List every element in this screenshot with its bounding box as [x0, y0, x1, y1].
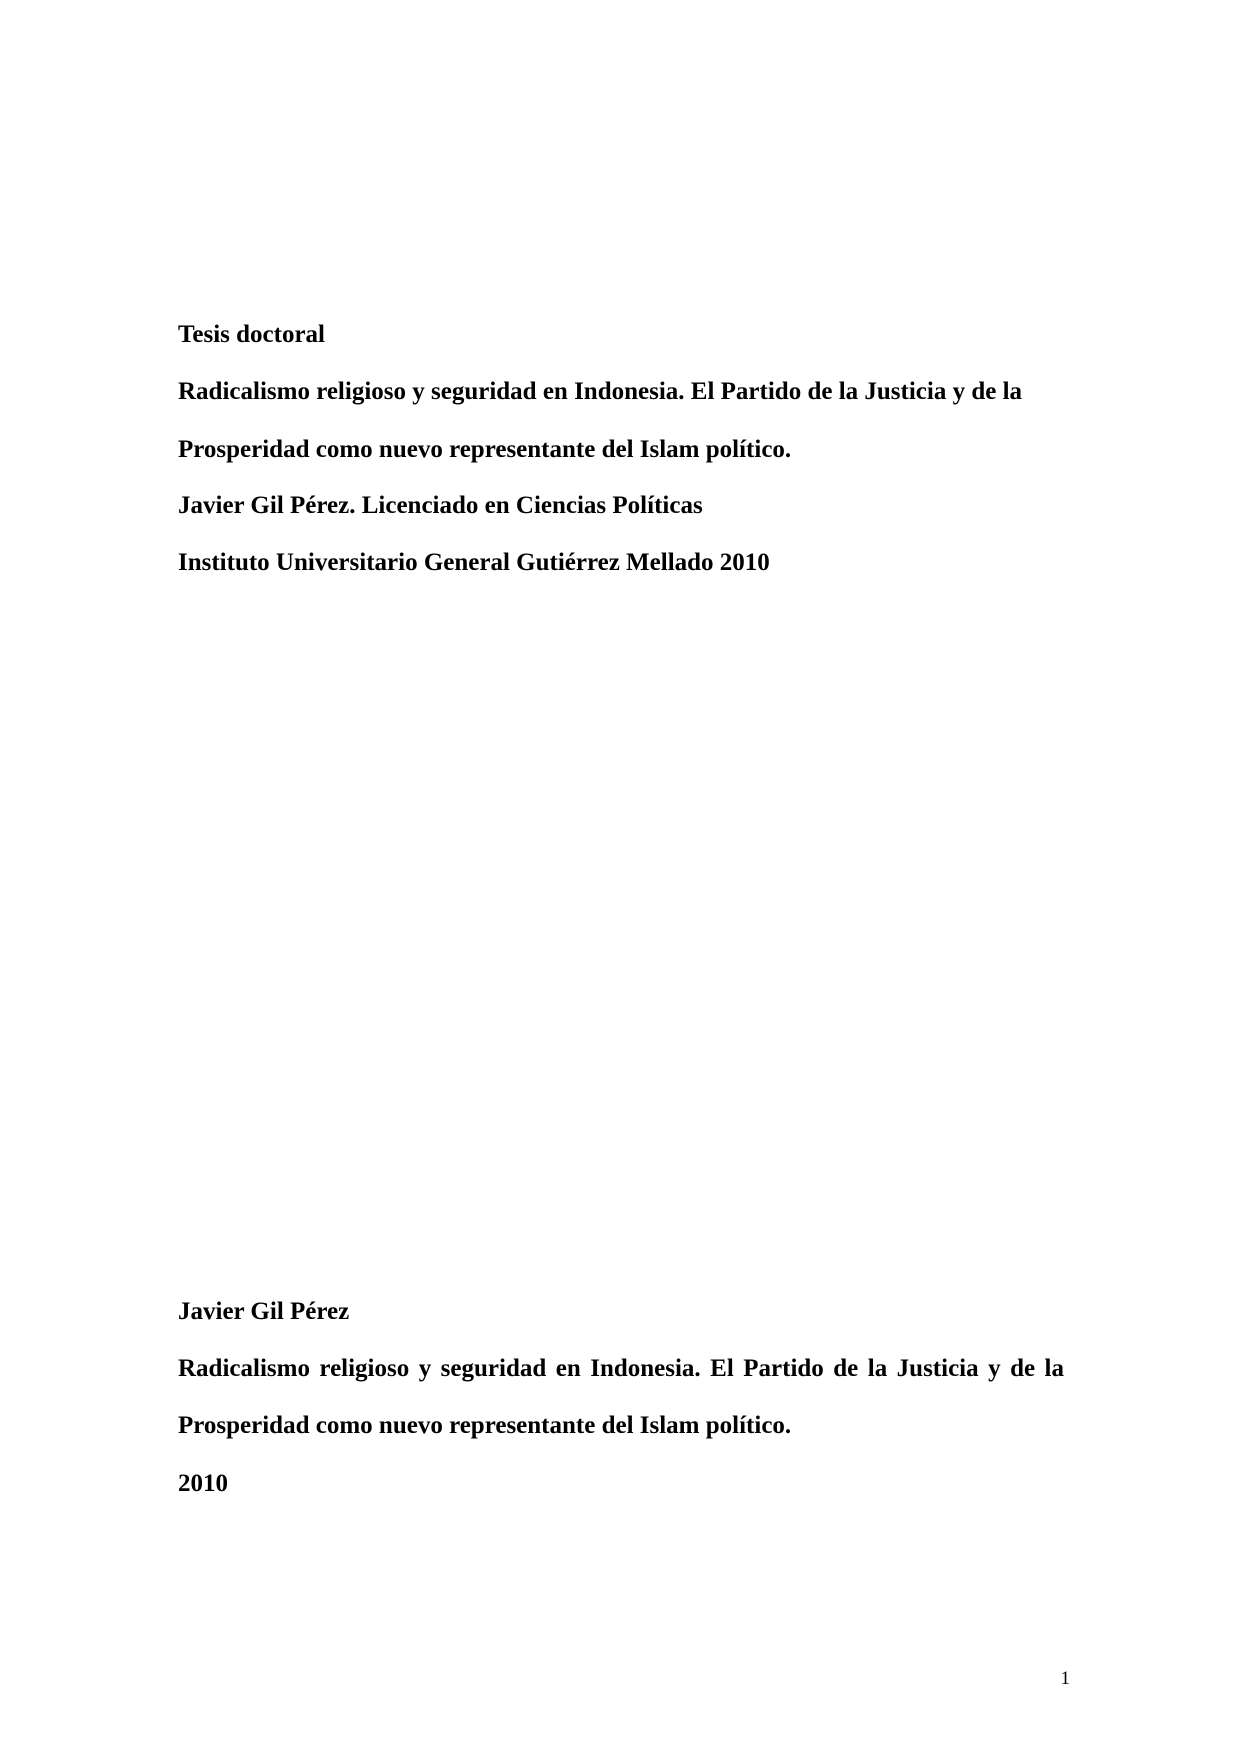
spine-year: 2010: [178, 1470, 228, 1497]
spine-title-line-2: Prosperidad como nuevo representante del Islam político.: [178, 1412, 792, 1439]
thesis-title-line-2: Prosperidad como nuevo representante del Islam político.: [178, 436, 792, 463]
thesis-title-line-1: Radicalismo religioso y seguridad en Indonesia. El Partido de la Justicia y de la: [178, 378, 1023, 405]
thesis-label: Tesis doctoral: [178, 321, 325, 348]
spine-author: Javier Gil Pérez: [178, 1298, 350, 1325]
spine-title-line-1: Radicalismo religioso y seguridad en Indonesia. El Partido de la Justicia y de la: [178, 1355, 1064, 1382]
author-credentials: Javier Gil Pérez. Licenciado en Ciencias Políticas: [178, 492, 703, 519]
page-number: 1: [1060, 1668, 1070, 1689]
institution-year: Instituto Universitario General Gutiérrez Mellado 2010: [178, 549, 770, 576]
